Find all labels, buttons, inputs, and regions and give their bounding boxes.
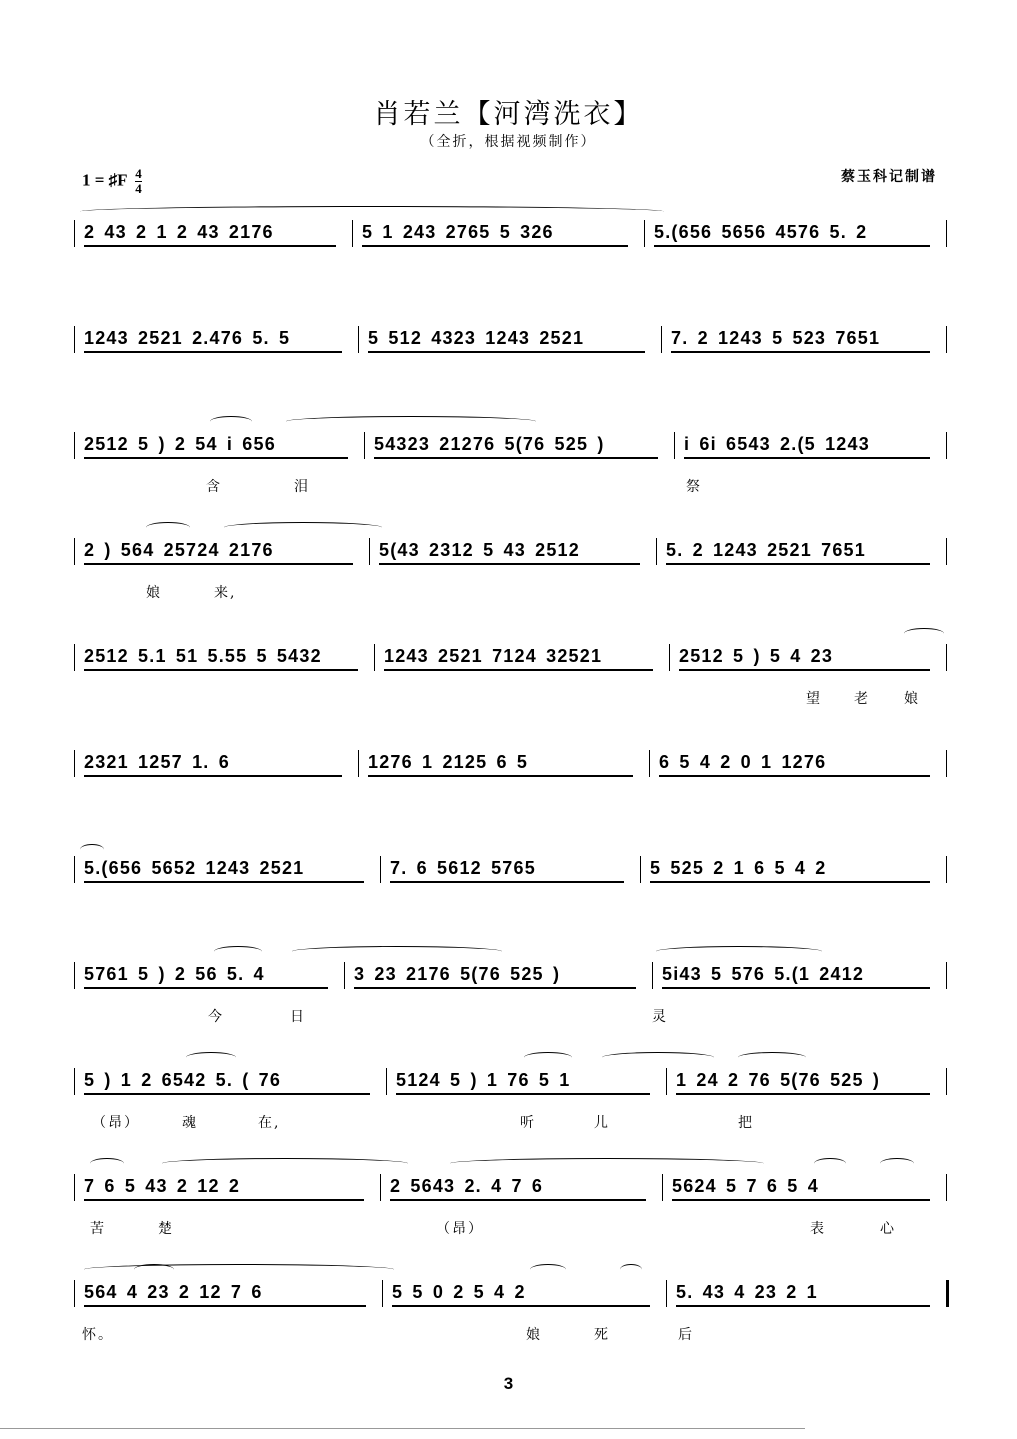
lyric-syllable: 灵 xyxy=(652,1009,668,1025)
lyric-syllable: 泪 xyxy=(294,479,310,495)
beam-underline xyxy=(684,457,930,459)
slur-mark xyxy=(186,1052,236,1063)
measure: 2512 5 ) 5 4 23 xyxy=(679,646,834,666)
barline xyxy=(74,1174,75,1201)
beam-underline xyxy=(362,245,628,247)
barline xyxy=(656,538,657,565)
barline xyxy=(382,1280,383,1307)
barline xyxy=(74,432,75,459)
slur-mark xyxy=(84,1264,394,1275)
slur-mark xyxy=(904,628,944,639)
slur-mark xyxy=(80,844,104,855)
slur-mark xyxy=(286,416,536,427)
measure: 3 23 2176 5(76 525 ) xyxy=(354,964,561,984)
beam-underline xyxy=(659,775,930,777)
beam-underline xyxy=(354,987,636,989)
barline xyxy=(946,1280,949,1307)
measure: 1243 2521 7124 32521 xyxy=(384,646,603,666)
barline xyxy=(661,326,662,353)
beam-underline xyxy=(84,1093,370,1095)
beam-underline xyxy=(390,1199,646,1201)
beam-underline xyxy=(379,563,640,565)
slur-mark xyxy=(880,1158,914,1169)
slur-mark xyxy=(656,946,822,957)
measure: 5.(656 5652 1243 2521 xyxy=(84,858,305,878)
measure: 5761 5 ) 2 56 5. 4 xyxy=(84,964,265,984)
lyric-syllable: 来, xyxy=(214,585,237,601)
beam-underline xyxy=(671,351,930,353)
lyric-syllable: 苦 xyxy=(90,1221,106,1237)
lyric-syllable: 心 xyxy=(880,1221,896,1237)
beam-underline xyxy=(392,1305,650,1307)
beam-underline xyxy=(650,881,930,883)
lyric-syllable: 魂 xyxy=(182,1115,198,1131)
time-numerator: 4 xyxy=(135,166,142,181)
slur-mark xyxy=(210,416,252,427)
beam-underline xyxy=(84,563,353,565)
barline xyxy=(640,856,641,883)
barline xyxy=(662,1174,663,1201)
measure: 5 525 2 1 6 5 4 2 xyxy=(650,858,827,878)
beam-underline xyxy=(672,1199,930,1201)
lyric-syllable: 把 xyxy=(738,1115,754,1131)
lyric-syllable: （昂） xyxy=(92,1115,140,1131)
slur-mark xyxy=(620,1264,642,1275)
transcriber-credit: 蔡玉科记制谱 xyxy=(841,169,937,185)
measure: 5. 43 4 23 2 1 xyxy=(676,1282,818,1302)
barline xyxy=(946,962,947,989)
slur-mark xyxy=(214,946,262,957)
barline xyxy=(946,644,947,671)
measure: 564 4 23 2 12 7 6 xyxy=(84,1282,263,1302)
beam-underline xyxy=(84,987,328,989)
lyric-syllable: 听 xyxy=(520,1115,536,1131)
measure: 5 5 0 2 5 4 2 xyxy=(392,1282,526,1302)
barline xyxy=(74,1280,75,1307)
barline xyxy=(946,1174,947,1201)
lyric-syllable: 祭 xyxy=(686,479,702,495)
beam-underline xyxy=(384,669,653,671)
slur-mark xyxy=(814,1158,846,1169)
barline xyxy=(74,644,75,671)
barline xyxy=(669,644,670,671)
beam-underline xyxy=(396,1093,650,1095)
barline xyxy=(946,750,947,777)
beam-underline xyxy=(676,1305,930,1307)
measure: 5624 5 7 6 5 4 xyxy=(672,1176,819,1196)
barline xyxy=(344,962,345,989)
measure: 5.(656 5656 4576 5. 2 xyxy=(654,222,868,242)
lyric-syllable: 望 xyxy=(806,691,822,707)
time-denominator: 4 xyxy=(135,181,142,196)
slur-mark xyxy=(602,1052,714,1063)
measure: 1243 2521 2.476 5. 5 xyxy=(84,328,291,348)
lyric-syllable: 今 xyxy=(208,1009,224,1025)
beam-underline xyxy=(368,351,645,353)
barline xyxy=(652,962,653,989)
measure: 1 24 2 76 5(76 525 ) xyxy=(676,1070,881,1090)
barline xyxy=(352,220,353,247)
barline xyxy=(649,750,650,777)
measure: 6 5 4 2 0 1 1276 xyxy=(659,752,827,772)
beam-underline xyxy=(374,457,658,459)
slur-mark xyxy=(530,1264,566,1275)
measure: 5124 5 ) 1 76 5 1 xyxy=(396,1070,571,1090)
barline xyxy=(946,1068,947,1095)
barline xyxy=(946,326,947,353)
barline xyxy=(74,326,75,353)
barline xyxy=(946,856,947,883)
barline xyxy=(644,220,645,247)
lyric-syllable: 怀。 xyxy=(82,1327,114,1343)
barline xyxy=(946,432,947,459)
measure: 5 512 4323 1243 2521 xyxy=(368,328,585,348)
slur-mark xyxy=(90,1158,124,1169)
beam-underline xyxy=(84,669,358,671)
barline xyxy=(74,220,75,247)
beam-underline xyxy=(679,669,930,671)
lyric-syllable: 表 xyxy=(810,1221,826,1237)
measure: 2 ) 564 25724 2176 xyxy=(84,540,274,560)
lyric-syllable: 娘 xyxy=(146,585,162,601)
barline xyxy=(74,856,75,883)
page-number: 3 xyxy=(503,1374,514,1393)
beam-underline xyxy=(84,457,348,459)
beam-underline xyxy=(662,987,930,989)
barline xyxy=(74,962,75,989)
measure: 5 1 243 2765 5 326 xyxy=(362,222,554,242)
beam-underline xyxy=(84,775,342,777)
slur-mark xyxy=(162,1158,408,1169)
slur-mark xyxy=(134,1264,174,1275)
beam-underline xyxy=(676,1093,930,1095)
lyric-syllable: 楚 xyxy=(158,1221,174,1237)
slur-mark xyxy=(224,522,382,533)
lyric-syllable: 在, xyxy=(258,1115,281,1131)
beam-underline xyxy=(84,351,342,353)
barline xyxy=(358,750,359,777)
barline xyxy=(946,538,947,565)
score-subtitle: （全折，根据视频制作） xyxy=(420,134,597,150)
beam-underline xyxy=(84,1199,364,1201)
beam-underline xyxy=(84,245,336,247)
measure: 5. 2 1243 2521 7651 xyxy=(666,540,866,560)
barline xyxy=(358,326,359,353)
barline xyxy=(74,750,75,777)
measure: 2512 5.1 51 5.55 5 5432 xyxy=(84,646,322,666)
footer-rule xyxy=(0,1428,805,1429)
barline xyxy=(364,432,365,459)
barline xyxy=(386,1068,387,1095)
lyric-syllable: 娘 xyxy=(526,1327,542,1343)
slur-mark xyxy=(450,1158,764,1169)
measure: 5(43 2312 5 43 2512 xyxy=(379,540,580,560)
barline xyxy=(374,644,375,671)
barline xyxy=(666,1068,667,1095)
beam-underline xyxy=(84,881,364,883)
measure: 2321 1257 1. 6 xyxy=(84,752,230,772)
measure: 7. 2 1243 5 523 7651 xyxy=(671,328,881,348)
measure: i 6i 6543 2.(5 1243 xyxy=(684,434,870,454)
slur-mark xyxy=(524,1052,572,1063)
measure: 5 ) 1 2 6542 5. ( 76 xyxy=(84,1070,282,1090)
beam-underline xyxy=(390,881,624,883)
slur-mark xyxy=(146,522,190,533)
measure: 2 5643 2. 4 7 6 xyxy=(390,1176,544,1196)
measure: 7. 6 5612 5765 xyxy=(390,858,536,878)
lyric-syllable: 老 xyxy=(854,691,870,707)
lyric-syllable: 死 xyxy=(594,1327,610,1343)
measure: 2512 5 ) 2 54 i 656 xyxy=(84,434,276,454)
slur-mark xyxy=(738,1052,806,1063)
slur-mark xyxy=(292,946,502,957)
beam-underline xyxy=(666,563,930,565)
lyric-syllable: 含 xyxy=(206,479,222,495)
measure: 5i43 5 576 5.(1 2412 xyxy=(662,964,865,984)
barline xyxy=(74,1068,75,1095)
barline xyxy=(666,1280,667,1307)
slur-mark xyxy=(80,206,664,217)
measure: 7 6 5 43 2 12 2 xyxy=(84,1176,241,1196)
lyric-syllable: 日 xyxy=(290,1009,306,1025)
lyric-syllable: 后 xyxy=(678,1327,694,1343)
key-label: 1 = ♯F xyxy=(82,170,127,190)
measure: 54323 21276 5(76 525 ) xyxy=(374,434,605,454)
time-signature xyxy=(135,167,142,196)
lyric-syllable: 娘 xyxy=(904,691,920,707)
barline xyxy=(674,432,675,459)
key-signature xyxy=(82,167,142,196)
barline xyxy=(946,220,947,247)
barline xyxy=(74,538,75,565)
beam-underline xyxy=(654,245,930,247)
barline xyxy=(380,856,381,883)
measure: 2 43 2 1 2 43 2176 xyxy=(84,222,274,242)
measure: 1276 1 2125 6 5 xyxy=(368,752,529,772)
score-title: 肖若兰【河湾洗衣】 xyxy=(373,99,644,130)
barline xyxy=(369,538,370,565)
lyric-syllable: 儿 xyxy=(594,1115,610,1131)
lyric-syllable: （昂） xyxy=(436,1221,484,1237)
beam-underline xyxy=(368,775,633,777)
beam-underline xyxy=(84,1305,366,1307)
barline xyxy=(380,1174,381,1201)
